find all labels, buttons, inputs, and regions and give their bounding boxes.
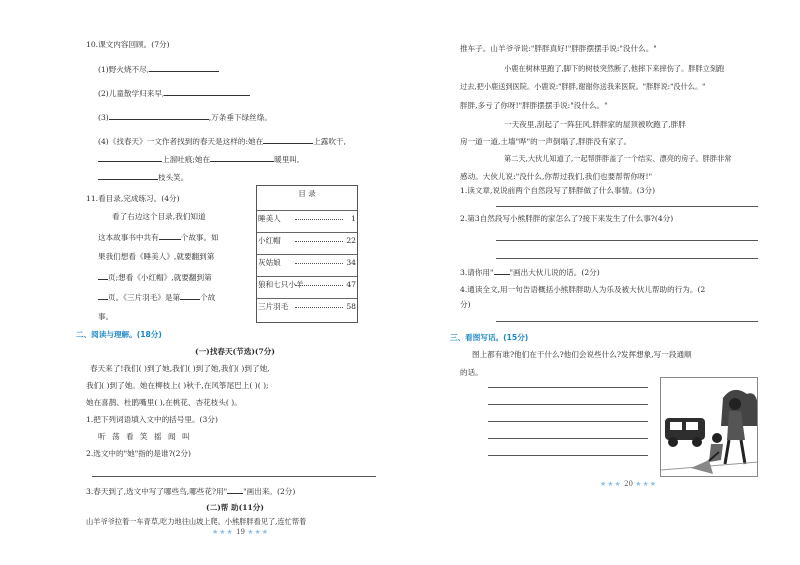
- answer-blank[interactable]: [98, 172, 158, 180]
- story-p4a: 第二天,大伙儿知道了,一起帮胖胖盖了一个结实、漂亮的房子。胖胖非常: [504, 154, 732, 163]
- story-q3-text: 3.请你用": [460, 268, 494, 277]
- q10-line3-text: ,万条垂下绿丝绦。: [208, 113, 272, 122]
- toc-row: [257, 210, 357, 224]
- q10-line3: [98, 112, 272, 122]
- children-helping-illustration: [661, 378, 758, 477]
- reading1-q1: 1.把下列词语填入文中的括号里。(3分): [86, 415, 218, 424]
- answer-blank[interactable]: [149, 64, 219, 72]
- answer-blank[interactable]: [159, 232, 181, 240]
- q10-line5-text-b: 暖里叫,: [274, 155, 300, 164]
- story-p3a: 一天夜里,刮起了一阵狂风,胖胖家的屋顶被吹跑了,胖胖: [504, 120, 686, 129]
- toc-row-name: 睡美人: [258, 214, 281, 223]
- page-number: 19: [236, 528, 245, 536]
- page-number-left: [212, 528, 269, 536]
- answer-line[interactable]: [92, 476, 376, 477]
- toc-row-page: 1: [351, 214, 356, 223]
- section2-title: 二、阅读与理解。(18分): [76, 330, 162, 339]
- star-icon: ★★★: [635, 480, 658, 488]
- q10-line1-text: (1)野火烧不尽,: [98, 65, 150, 74]
- reading1-q3: [86, 486, 295, 496]
- toc-row-name: 三片羽毛: [258, 302, 289, 311]
- section3-prompt2: 的话。: [460, 368, 483, 377]
- toc-dots: [295, 285, 343, 286]
- q10-line3-prefix: (3): [98, 113, 109, 122]
- star-icon: ★★★: [247, 528, 270, 536]
- story-p4b: 感动。大伙儿说:"没什么,你帮过我们,我们也要帮帮你呀!": [460, 172, 653, 181]
- page-number: 20: [624, 480, 633, 488]
- toc-row-page: 47: [346, 280, 356, 289]
- answer-line[interactable]: [488, 387, 648, 388]
- answer-line[interactable]: [488, 404, 648, 405]
- q11-p4-text: 页;想看《小红帽》,就要翻到第: [108, 273, 212, 282]
- reading1-q2: 2.选文中的"她"指的是谁?(2分): [86, 449, 191, 458]
- q10-title: 10.课文内容回顾。(7分): [86, 40, 170, 49]
- illustration-picture: [660, 377, 758, 477]
- q10-line2-text: (2)儿童散学归来早,: [98, 89, 165, 98]
- section3-prompt1: 图上都有谁?他们在干什么?他们会说些什么?发挥想象,写一段通顺: [472, 350, 692, 359]
- toc-row: [257, 276, 357, 290]
- toc-dots: [295, 307, 343, 308]
- q10-line2: [98, 88, 250, 98]
- page-number-right: [600, 480, 657, 488]
- underline-sample: [494, 267, 510, 275]
- toc-row: [257, 232, 357, 246]
- q10-line5-text: 上溜吐痕;她在: [162, 155, 211, 164]
- q11-p3: 果我们想看《睡美人》,就要翻到第: [98, 252, 215, 261]
- answer-blank[interactable]: [98, 272, 108, 280]
- answer-line[interactable]: [496, 258, 758, 259]
- answer-blank[interactable]: [210, 154, 274, 162]
- toc-dots: [295, 241, 343, 242]
- answer-line[interactable]: [488, 455, 648, 456]
- answer-blank[interactable]: [109, 112, 209, 120]
- left-page: [76, 40, 384, 536]
- toc-box: [256, 185, 358, 323]
- q10-line4-text: (4)《找春天》一文作者找到的春天是这样的:她在: [98, 137, 264, 146]
- reading2-title: (二)帮 助(11分): [206, 503, 264, 512]
- toc-dots: [295, 263, 343, 264]
- q11-p1: 看了右边这个目录,我们知道: [112, 212, 206, 221]
- q10-line4-text-b: 上露吹干,: [313, 137, 346, 146]
- toc-row-page: 58: [346, 302, 356, 311]
- answer-line[interactable]: [488, 438, 648, 439]
- story-p1: 推车子。山羊爷爷说:"胖胖真好!"胖胖摆摆手说:"没什么。": [460, 44, 657, 53]
- toc-row-name: 狼和七只小羊: [258, 280, 304, 289]
- answer-line[interactable]: [496, 321, 758, 322]
- story-p2a: 小鹿在树林里跑了,脚下的树枝突然断了,他摔下来摔伤了。胖胖立刻跑: [504, 64, 725, 73]
- underline-sample: [227, 486, 243, 494]
- star-icon: ★★★: [600, 480, 622, 488]
- toc-row: [257, 298, 357, 312]
- story-q3: [460, 267, 600, 277]
- reading1-q3-text-b: "画出来。(2分): [243, 487, 296, 496]
- toc-title: 目 录: [298, 189, 316, 198]
- reading1-p3: 她在喜鹊、杜鹃嘴里( ),在桃花、杏花枝头( )。: [86, 398, 242, 407]
- q11-p5-text: 页。《三片羽毛》是第: [108, 293, 181, 302]
- section3-title: 三、看图写话。(15分): [450, 333, 529, 342]
- q10-line5: [98, 154, 299, 164]
- q11-p2-text-b: 个故事。如: [180, 233, 219, 242]
- answer-blank[interactable]: [180, 292, 200, 300]
- word-bank: 听 荡 看 笑 摇 闻 叫: [98, 432, 192, 441]
- q10-line6: [98, 172, 188, 182]
- q11-p5-text-b: 个故: [200, 293, 216, 302]
- answer-line[interactable]: [488, 421, 648, 422]
- toc-row-name: 小红帽: [258, 236, 281, 245]
- story-p3b: 房一道一道,土墙"哗"的一声倒塌了,胖胖没有家了。: [460, 137, 632, 146]
- answer-line[interactable]: [496, 206, 758, 207]
- reading1-title: (一)找春天(节选)(7分): [195, 347, 275, 356]
- toc-row: [257, 254, 357, 268]
- answer-line[interactable]: [496, 240, 758, 241]
- answer-blank[interactable]: [164, 88, 250, 96]
- q11-p4: [98, 272, 212, 282]
- answer-blank[interactable]: [98, 154, 162, 162]
- q10-line6-text: 枝头笑。: [158, 173, 189, 182]
- reading1-p2: 我们( )到了她。她在柳枝上( )秋千,在风筝尾巴上( )( );: [86, 381, 269, 390]
- answer-blank[interactable]: [98, 292, 108, 300]
- toc-row-name: 灰姑娘: [258, 258, 281, 267]
- reading2-p1: 山羊爷爷拉着一车青草,吃力地往山坡上爬。小熊胖胖看见了,连忙帮着: [86, 517, 307, 526]
- story-q1: 1.读文章,说说前两个自然段写了胖胖做了什么事情。(3分): [460, 186, 656, 195]
- q10-line1: [98, 64, 219, 74]
- story-q4b: 分): [460, 300, 471, 309]
- q11-p6: 事。: [98, 312, 114, 321]
- right-page: [450, 40, 760, 509]
- story-p2c: 胖胖,多亏了你呀!"胖胖摆摆手说:"没什么。": [460, 101, 608, 110]
- q10-line4: [98, 136, 346, 146]
- q11-p2-text: 这本故事书中共有: [98, 233, 159, 242]
- toc-row-page: 22: [346, 236, 356, 245]
- star-icon: ★★★: [212, 528, 234, 536]
- q11-p5: [98, 292, 215, 302]
- story-p2b: 过去,把小鹿送到医院。小鹿说:"胖胖,谢谢你送我来医院。"胖胖说:"没什么。": [460, 82, 706, 91]
- toc-row-page: 34: [346, 258, 356, 267]
- reading1-p1: 春天来了!我们( )到了她,我们( )到了她,我们( )到了她,: [90, 364, 270, 373]
- q11-title: 11.看目录,完成练习。(4分): [86, 194, 180, 203]
- q11-p2: [98, 232, 219, 242]
- story-q2: 2.第3自然段写小熊胖胖的家怎么了?接下来发生了什么事?(4分): [460, 214, 674, 223]
- story-q3-text-b: "画出大伙儿说的话。(2分): [509, 268, 600, 277]
- reading1-q3-text: 3.春天到了,选文中写了哪些鸟,哪些花?用": [86, 487, 228, 496]
- answer-blank[interactable]: [263, 136, 313, 144]
- toc-dots: [295, 219, 343, 220]
- story-q4a: 4.通读全文,用一句告语概括小熊胖胖助人为乐及被大伙儿帮助的行为。(2: [460, 285, 706, 294]
